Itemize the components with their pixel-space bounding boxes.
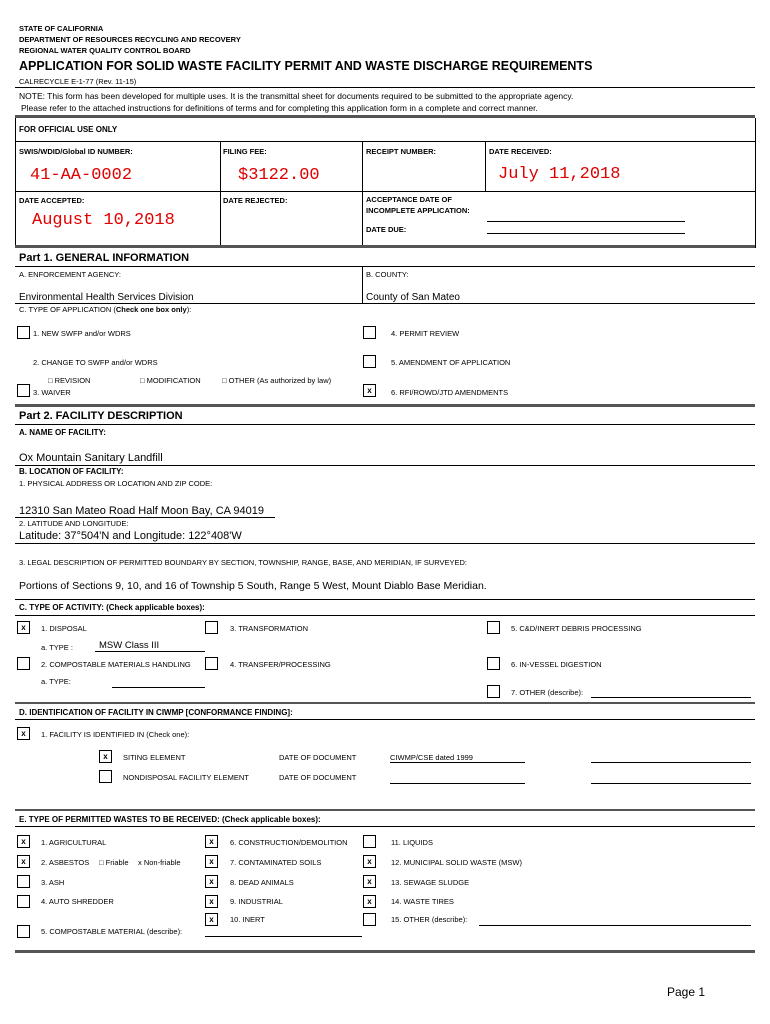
amendment-checkbox[interactable] (363, 355, 376, 368)
date-rejected-label: DATE REJECTED: (223, 196, 288, 205)
construction-label: 6. CONSTRUCTION/DEMOLITION (230, 838, 348, 847)
modification-option[interactable]: □ MODIFICATION (140, 376, 201, 385)
industrial-label: 9. INDUSTRIAL (230, 897, 283, 906)
non-friable-option[interactable]: x Non-friable (138, 858, 181, 867)
waiver-label: 3. WAIVER (33, 388, 71, 397)
page-number: Page 1 (667, 985, 706, 999)
msw-checkbox[interactable]: x (363, 855, 376, 868)
other-activity-checkbox[interactable] (487, 685, 500, 698)
filing-fee-label: FILING FEE: (223, 147, 267, 156)
new-swfp-checkbox[interactable] (17, 326, 30, 339)
disposal-type-value[interactable]: MSW Class III (99, 640, 160, 651)
enforcement-agency-label: A. ENFORCEMENT AGENCY: (19, 270, 121, 279)
filing-fee-value[interactable]: $3122.00 (238, 166, 320, 185)
cd-inert-label: 5. C&D/INERT DEBRIS PROCESSING (511, 624, 642, 633)
date-accepted-value[interactable]: August 10,2018 (32, 211, 175, 230)
disposal-checkbox[interactable]: x (17, 621, 30, 634)
sewage-sludge-checkbox[interactable]: x (363, 875, 376, 888)
transfer-processing-label: 4. TRANSFER/PROCESSING (230, 660, 331, 669)
lat-lon-label: 2. LATITUDE AND LONGITUDE: (19, 519, 129, 528)
agricultural-checkbox[interactable]: x (17, 835, 30, 848)
ash-label: 3. ASH (41, 878, 65, 887)
other-waste-label: 15. OTHER (describe): (391, 915, 468, 924)
rfi-amendments-checkbox[interactable]: x (363, 384, 376, 397)
facility-location-label: B. LOCATION OF FACILITY: (19, 467, 124, 476)
transformation-checkbox[interactable] (205, 621, 218, 634)
nondisposal-element-checkbox[interactable] (99, 770, 112, 783)
activity-heading: C. TYPE OF ACTIVITY: (Check applicable boxes): (19, 603, 205, 612)
ash-checkbox[interactable] (17, 875, 30, 888)
permit-review-label: 4. PERMIT REVIEW (391, 329, 460, 338)
compostable-material-label: 5. COMPOSTABLE MATERIAL (describe): (41, 927, 183, 936)
date-received-label: DATE RECEIVED: (489, 147, 552, 156)
compostable-material-checkbox[interactable] (17, 925, 30, 938)
date-received-value[interactable]: July 11,2018 (498, 165, 621, 184)
revision-option[interactable]: □ REVISION (48, 376, 91, 385)
wastes-heading: E. TYPE OF PERMITTED WASTES TO BE RECEIVED: (Check applicable boxes): (19, 815, 321, 824)
board-label: REGIONAL WATER QUALITY CONTROL BOARD (19, 46, 191, 55)
date-accepted-label: DATE ACCEPTED: (19, 196, 85, 205)
other-waste-checkbox[interactable] (363, 913, 376, 926)
new-swfp-label: 1. NEW SWFP and/or WDRS (33, 329, 131, 338)
county-label: B. COUNTY: (366, 270, 409, 279)
disposal-type-label: a. TYPE : (41, 643, 73, 652)
compostable-type-label: a. TYPE: (41, 677, 71, 686)
waste-tires-checkbox[interactable]: x (363, 895, 376, 908)
facility-name-value[interactable]: Ox Mountain Sanitary Landfill (19, 452, 163, 464)
other-activity-label: 7. OTHER (describe): (511, 688, 584, 697)
in-vessel-label: 6. IN-VESSEL DIGESTION (511, 660, 602, 669)
form-id: CALRECYCLE E-1-77 (Rev. 11-15) (19, 77, 137, 86)
application-type-label: C. TYPE OF APPLICATION (Check one box only): (19, 305, 192, 314)
sewage-sludge-label: 13. SEWAGE SLUDGE (391, 878, 470, 887)
transformation-label: 3. TRANSFORMATION (230, 624, 309, 633)
compostable-handling-checkbox[interactable] (17, 657, 30, 670)
friable-option[interactable]: □ Friable (99, 858, 129, 867)
liquids-checkbox[interactable] (363, 835, 376, 848)
ciwmp-heading: D. IDENTIFICATION OF FACILITY IN CIWMP [CONFORMANCE FINDING]: (19, 708, 293, 717)
nondisposal-element-label: NONDISPOSAL FACILITY ELEMENT (123, 773, 249, 782)
waiver-checkbox[interactable] (17, 384, 30, 397)
legal-description-label: 3. LEGAL DESCRIPTION OF PERMITTED BOUNDARY BY SECTION, TOWNSHIP, RANGE, BASE, AND MERIDIAN, IF SURVEYED: (19, 558, 468, 567)
waste-tires-label: 14. WASTE TIRES (391, 897, 454, 906)
amendment-label: 5. AMENDMENT OF APPLICATION (391, 358, 511, 367)
swis-id-label: SWIS/WDID/Global ID NUMBER: (19, 147, 133, 156)
swis-id-value[interactable]: 41-AA-0002 (30, 166, 133, 185)
cd-inert-checkbox[interactable] (487, 621, 500, 634)
inert-checkbox[interactable]: x (205, 913, 218, 926)
contaminated-soils-checkbox[interactable]: x (205, 855, 218, 868)
department-label: DEPARTMENT OF RESOURCES RECYCLING AND RECOVERY (19, 35, 241, 44)
change-swfp-label: 2. CHANGE TO SWFP and/or WDRS (33, 358, 158, 367)
date-due-label: DATE DUE: (366, 225, 407, 234)
auto-shredder-checkbox[interactable] (17, 895, 30, 908)
other-option[interactable]: □ OTHER (As authorized by law) (222, 376, 332, 385)
asbestos-checkbox[interactable]: x (17, 855, 30, 868)
note-line-1: NOTE: This form has been developed for multiple uses. It is the transmittal sheet for documents required to be submitted to the appropriate agency. (19, 91, 574, 101)
county-value[interactable]: County of San Mateo (366, 292, 460, 303)
siting-date-label: DATE OF DOCUMENT (279, 753, 357, 762)
receipt-number-label: RECEIPT NUMBER: (366, 147, 437, 156)
part1-heading: Part 1. GENERAL INFORMATION (19, 252, 190, 264)
acceptance-date-label: ACCEPTANCE DATE OF (366, 195, 452, 204)
inert-label: 10. INERT (230, 915, 265, 924)
disposal-label: 1. DISPOSAL (41, 624, 87, 633)
incomplete-application-label: INCOMPLETE APPLICATION: (366, 206, 470, 215)
construction-checkbox[interactable]: x (205, 835, 218, 848)
dead-animals-checkbox[interactable]: x (205, 875, 218, 888)
legal-description-value[interactable]: Portions of Sections 9, 10, and 16 of Township 5 South, Range 5 West, Mount Diablo Base Meridian. (19, 580, 487, 592)
rfi-amendments-label: 6. RFI/ROWD/JTD AMENDMENTS (391, 388, 509, 397)
dead-animals-label: 8. DEAD ANIMALS (230, 878, 294, 887)
auto-shredder-label: 4. AUTO SHREDDER (41, 897, 114, 906)
facility-name-label: A. NAME OF FACILITY: (19, 428, 106, 437)
transfer-processing-checkbox[interactable] (205, 657, 218, 670)
siting-element-label: SITING ELEMENT (123, 753, 186, 762)
agricultural-label: 1. AGRICULTURAL (41, 838, 107, 847)
facility-identified-label: 1. FACILITY IS IDENTIFIED IN (Check one): (41, 730, 190, 739)
in-vessel-checkbox[interactable] (487, 657, 500, 670)
official-use-heading: FOR OFFICIAL USE ONLY (19, 125, 118, 134)
note-line-2: Please refer to the attached instructions for definitions of terms and for completing this application form in a complete and correct manner. (21, 103, 538, 113)
liquids-label: 11. LIQUIDS (391, 838, 433, 847)
msw-label: 12. MUNICIPAL SOLID WASTE (MSW) (391, 858, 522, 867)
permit-review-checkbox[interactable] (363, 326, 376, 339)
nondisposal-date-label: DATE OF DOCUMENT (279, 773, 357, 782)
physical-address-label: 1. PHYSICAL ADDRESS OR LOCATION AND ZIP CODE: (19, 479, 213, 488)
part2-heading: Part 2. FACILITY DESCRIPTION (19, 410, 183, 422)
siting-date-value[interactable]: CIWMP/CSE dated 1999 (390, 753, 473, 762)
state-label: STATE OF CALIFORNIA (19, 24, 104, 33)
enforcement-agency-value[interactable]: Environmental Health Services Division (19, 292, 194, 303)
siting-element-checkbox[interactable]: x (99, 750, 112, 763)
industrial-checkbox[interactable]: x (205, 895, 218, 908)
physical-address-value[interactable]: 12310 San Mateo Road Half Moon Bay, CA 94019 (19, 505, 265, 517)
lat-lon-value[interactable]: Latitude: 37°504'N and Longitude: 122°408'W (19, 530, 242, 542)
form-title: APPLICATION FOR SOLID WASTE FACILITY PERMIT AND WASTE DISCHARGE REQUIREMENTS (19, 59, 593, 73)
contaminated-soils-label: 7. CONTAMINATED SOILS (230, 858, 322, 867)
asbestos-label: 2. ASBESTOS (41, 858, 90, 867)
compostable-handling-label: 2. COMPOSTABLE MATERIALS HANDLING (41, 660, 191, 669)
facility-identified-checkbox[interactable]: x (17, 727, 30, 740)
